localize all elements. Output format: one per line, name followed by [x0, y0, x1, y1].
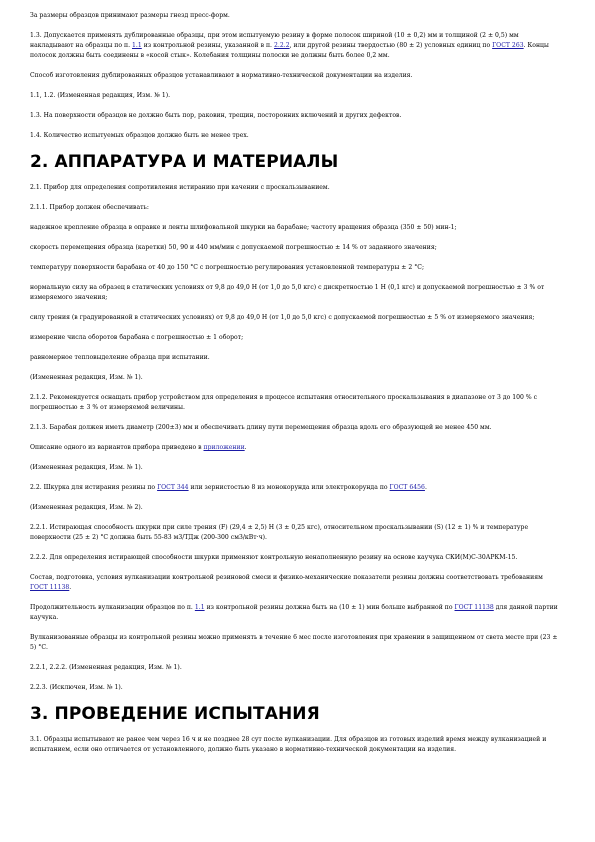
- paragraph: [30, 393, 558, 413]
- text-run: .: [424, 484, 427, 491]
- paragraph: [30, 223, 558, 233]
- document-link[interactable]: ГОСТ 11138: [454, 604, 494, 611]
- text-run: (Измененная редакция, Изм. № 2).: [30, 504, 143, 511]
- document-link[interactable]: 2.2.2: [273, 42, 290, 49]
- document-link[interactable]: ГОСТ 344: [157, 484, 189, 491]
- section-heading: [30, 151, 558, 173]
- paragraph: [30, 313, 558, 323]
- text-run: из контрольной резины должна быть на (10 ± 1) мин больше выбранной по: [204, 604, 455, 611]
- text-run: (Измененная редакция, Изм. № 1).: [30, 374, 143, 381]
- text-run: Состав, подготовка, условия вулканизации контрольной резиновой смеси и физико-механические показатели резины должны соответствовать требованиям: [30, 574, 543, 581]
- text-run: Продолжительность вулканизации образцов по п.: [30, 604, 195, 611]
- text-run: 2.1.2. Рекомендуется оснащать прибор устройством для определения в процессе испытания относительного проскальзывания в диапазоне от 3 до 100 % с погрешностью ± 3 % от измеряемой величины.: [30, 394, 538, 411]
- text-run: 2.1.1. Прибор должен обеспечивать:: [30, 204, 149, 211]
- text-run: 1.4. Количество испытуемых образцов должно быть не менее трех.: [30, 132, 249, 139]
- text-run: Описание одного из вариантов прибора приведено в: [30, 444, 204, 451]
- paragraph: [30, 11, 558, 21]
- text-run: За размеры образцов принимают размеры гнезд пресс-форм.: [30, 12, 230, 19]
- text-run: надежное крепление образца в оправке и ленты шлифовальной шкурки на барабане; частоту вращения образца (350 ± 50) мин-1;: [30, 224, 457, 231]
- paragraph: [30, 131, 558, 141]
- document-link[interactable]: ГОСТ 263: [492, 42, 524, 49]
- text-run: 2. АППАРАТУРА И МАТЕРИАЛЫ: [30, 152, 339, 172]
- paragraph: [30, 283, 558, 303]
- text-run: 2.1. Прибор для определения сопротивления истиранию при качении с проскальзыванием.: [30, 184, 330, 191]
- text-run: 2.2.1, 2.2.2. (Измененная редакция, Изм. № 1).: [30, 664, 182, 671]
- text-run: скорость перемещения образца (каретки) 50, 90 и 440 мм/мин с допускаемой погрешностью ± 14 % от заданного значения;: [30, 244, 437, 251]
- paragraph: [30, 553, 558, 563]
- paragraph: [30, 443, 558, 453]
- text-run: .: [244, 444, 247, 451]
- text-run: (Измененная редакция, Изм. № 1).: [30, 464, 143, 471]
- document-link[interactable]: 1.1: [132, 42, 142, 49]
- text-run: для данной партии каучука.: [30, 604, 558, 621]
- text-run: 1.3. Допускается применять дублированные образцы, при этом испытуемую резину в форме полосок шириной (10 ± 0,2) мм и толщиной (2 ± 0,5) мм накладывают на образцы по п.: [30, 32, 519, 49]
- text-run: нормальную силу на образец в статических условиях от 9,8 до 49,0 Н (от 1,0 до 5,0 кгс) с дискретностью 1 Н (0,1 кгс) и допускаемой погрешностью ± 3 % от измеряемого значения;: [30, 284, 545, 301]
- paragraph: [30, 523, 558, 543]
- text-run: или зернистостью 8 из монокорунда или электрокорунда по: [188, 484, 390, 491]
- paragraph: [30, 263, 558, 273]
- text-run: 1.3. На поверхности образцов не должно быть пор, раковин, трещин, посторонних включений и других дефектов.: [30, 112, 402, 119]
- paragraph: [30, 243, 558, 253]
- section-heading: [30, 703, 558, 725]
- paragraph: [30, 683, 558, 693]
- text-run: .: [69, 584, 72, 591]
- paragraph: [30, 353, 558, 363]
- paragraph: [30, 91, 558, 101]
- text-run: измерение числа оборотов барабана с погрешностью ± 1 оборот;: [30, 334, 244, 341]
- text-run: силу трения (в градуированной в статических условиях) от 9,8 до 49,0 Н (от 1,0 до 5,0 кгс) с допускаемой погрешностью ± 5 % от измеряемого значения;: [30, 314, 535, 321]
- paragraph: [30, 735, 558, 755]
- paragraph: [30, 111, 558, 121]
- paragraph: [30, 71, 558, 81]
- document-link[interactable]: 1.1: [194, 604, 205, 611]
- document-link[interactable]: ГОСТ 11138: [30, 584, 70, 591]
- text-run: , или другой резины твердостью (80 ± 2) условных единиц по: [289, 42, 493, 49]
- document-link[interactable]: приложении: [203, 444, 245, 451]
- paragraph: [30, 463, 558, 473]
- text-run: температуру поверхности барабана от 40 до 150 °С с погрешностью регулирования установленной температуры ± 2 °С;: [30, 264, 425, 271]
- text-run: 1.1, 1.2. (Измененная редакция, Изм. № 1).: [30, 92, 171, 99]
- text-run: 3. ПРОВЕДЕНИЕ ИСПЫТАНИЯ: [30, 704, 320, 724]
- paragraph: [30, 183, 558, 193]
- text-run: 2.2. Шкурка для истирания резины по: [30, 484, 158, 491]
- text-run: Вулканизованные образцы из контрольной резины можно применять в течение 6 мес после изготовления при хранении в защищенном от света месте при (23 ± 5) °С.: [30, 634, 558, 651]
- paragraph: [30, 483, 558, 493]
- text-run: равномерное тепловыделение образца при испытании.: [30, 354, 210, 361]
- text-run: Способ изготовления дублированных образцов устанавливают в нормативно-технической документации на изделия.: [30, 72, 413, 79]
- paragraph: [30, 633, 558, 653]
- paragraph: [30, 203, 558, 213]
- text-run: 2.1.3. Барабан должен иметь диаметр (200±3) мм и обеспечивать длину пути перемещения образца вдоль его образующей не менее 450 мм.: [30, 424, 492, 431]
- paragraph: [30, 573, 558, 593]
- paragraph: [30, 503, 558, 513]
- paragraph: [30, 603, 558, 623]
- paragraph: [30, 31, 558, 61]
- text-run: из контрольной резины, указанной в п.: [141, 42, 274, 49]
- paragraph: [30, 663, 558, 673]
- text-run: 2.2.3. (Исключен, Изм. № 1).: [30, 684, 123, 691]
- text-run: 3.1. Образцы испытывают не ранее чем через 16 ч и не позднее 28 сут после вулканизации. Для образцов из готовых изделий время между вулканизацией и испытанием, если оно отличается от установленного, должно быть указано в нормативно-технической документации на изделия.: [30, 736, 547, 753]
- paragraph: [30, 333, 558, 343]
- text-run: 2.2.1. Истирающая способность шкурки при силе трения (F) (29,4 ± 2,5) Н (3 ± 0,25 кгс), относительном проскальзывании (S) (12 ± 1) % и температуре поверхности (25 ± 2) °С должна быть 55-83 м3/ТДж (200-300 см3/кВт·ч).: [30, 524, 529, 541]
- document-link[interactable]: ГОСТ 6456: [389, 484, 425, 491]
- paragraph: [30, 423, 558, 433]
- text-run: 2.2.2. Для определения истирающей способности шкурки применяют контрольную ненаполненную резину на основе каучука СКИ(М)С-30АРКМ-15.: [30, 554, 518, 561]
- text-run: . Концы полосок должны быть соединены в «косой стык». Колебания толщины полоски не должны быть более 0,2 мм.: [30, 42, 549, 59]
- paragraph: [30, 373, 558, 383]
